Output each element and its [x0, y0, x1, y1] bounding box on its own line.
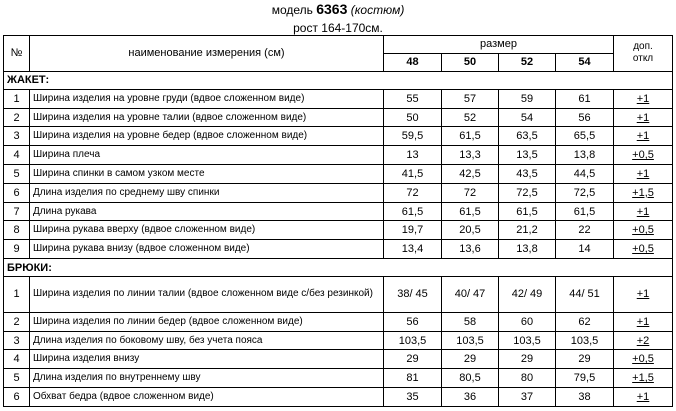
size-value: 61,5: [556, 202, 614, 221]
size-value: 44,5: [556, 165, 614, 184]
size-value: 50: [384, 108, 442, 127]
size-value: 40/ 47: [442, 276, 499, 312]
size-value: 29: [384, 350, 442, 369]
measurement-name: Длина рукава: [30, 202, 384, 221]
table-row: [4, 388, 673, 407]
size-value: 62: [556, 312, 614, 331]
tolerance-cell: [614, 89, 673, 108]
section-title: БРЮКИ:: [4, 259, 673, 277]
size-value: 59: [499, 89, 556, 108]
measurement-name: Ширина изделия по линии талии (вдвое сложенном виде с/без резинкой): [30, 276, 384, 312]
size-value: 21,2: [499, 221, 556, 240]
size-value: 42/ 49: [499, 276, 556, 312]
size-value: 44/ 51: [556, 276, 614, 312]
size-value: 13,8: [499, 240, 556, 259]
tolerance-cell: [614, 165, 673, 184]
measurement-name: Ширина рукава внизу (вдвое сложенном виде): [30, 240, 384, 259]
col-no-header: №: [4, 36, 30, 72]
tolerance-value: +1: [636, 111, 650, 124]
size-value: 13,3: [442, 146, 499, 165]
size-value: 103,5: [442, 331, 499, 350]
row-number: 3: [4, 127, 30, 146]
measurement-name: Ширина изделия по линии бедер (вдвое сложенном виде): [30, 312, 384, 331]
size-value: 61: [556, 89, 614, 108]
size-value: 65,5: [556, 127, 614, 146]
tolerance-label-1: доп.: [633, 41, 653, 53]
tolerance-cell: [614, 331, 673, 350]
tolerance-value: +0,5: [632, 149, 654, 162]
size-value: 13,6: [442, 240, 499, 259]
size-header: 54: [556, 53, 614, 71]
size-value: 52: [442, 108, 499, 127]
tolerance-value: +1: [636, 315, 650, 328]
tolerance-value: +1: [636, 391, 650, 404]
size-value: 29: [556, 350, 614, 369]
size-value: 13,5: [499, 146, 556, 165]
measurement-name: Ширина изделия на уровне бедер (вдвое сложенном виде): [30, 127, 384, 146]
size-value: 72: [442, 183, 499, 202]
size-value: 37: [499, 388, 556, 407]
size-value: 103,5: [499, 331, 556, 350]
table-row: [4, 312, 673, 331]
tolerance-cell: [614, 312, 673, 331]
measurement-name: Ширина изделия внизу: [30, 350, 384, 369]
table-row: [4, 202, 673, 221]
table-row: [4, 165, 673, 184]
size-value: 43,5: [499, 165, 556, 184]
size-value: 61,5: [442, 202, 499, 221]
size-value: 13,4: [384, 240, 442, 259]
row-number: 4: [4, 146, 30, 165]
size-value: 35: [384, 388, 442, 407]
tolerance-value: +1: [636, 167, 650, 180]
measurement-name: Ширина изделия на уровне груди (вдвое сложенном виде): [30, 89, 384, 108]
tolerance-cell: [614, 240, 673, 259]
tolerance-value: +1: [636, 92, 650, 105]
row-number: 3: [4, 331, 30, 350]
size-value: 42,5: [442, 165, 499, 184]
measurement-name: Ширина изделия на уровне талии (вдвое сложенном виде): [30, 108, 384, 127]
size-value: 29: [499, 350, 556, 369]
tolerance-cell: [614, 146, 673, 165]
model-prefix: модель: [271, 3, 313, 17]
size-value: 72: [384, 183, 442, 202]
measurement-name: Длина изделия по внутреннему шву: [30, 369, 384, 388]
size-value: 13: [384, 146, 442, 165]
col-size-header: размер: [384, 36, 614, 54]
size-value: 22: [556, 221, 614, 240]
tolerance-cell: [614, 350, 673, 369]
size-value: 79,5: [556, 369, 614, 388]
table-row: [4, 240, 673, 259]
size-value: 63,5: [499, 127, 556, 146]
size-value: 72,5: [556, 183, 614, 202]
table-row: [4, 127, 673, 146]
size-value: 58: [442, 312, 499, 331]
tolerance-cell: [614, 202, 673, 221]
size-value: 61,5: [442, 127, 499, 146]
measurement-name: Ширина спинки в самом узком месте: [30, 165, 384, 184]
tolerance-cell: [614, 108, 673, 127]
col-name-header: наименование измерения (см): [30, 36, 384, 72]
table-row: [4, 350, 673, 369]
size-value: 19,7: [384, 221, 442, 240]
tolerance-label-2: откл: [632, 53, 654, 65]
table-row: [4, 183, 673, 202]
size-value: 41,5: [384, 165, 442, 184]
size-value: 14: [556, 240, 614, 259]
tolerance-cell: [614, 183, 673, 202]
tolerance-value: +1,5: [632, 372, 654, 385]
measurement-name: Длина изделия по среднему шву спинки: [30, 183, 384, 202]
measurement-name: Ширина плеча: [30, 146, 384, 165]
row-number: 5: [4, 369, 30, 388]
tolerance-value: +1,5: [632, 186, 654, 199]
measurement-name: Длина изделия по боковому шву, без учета пояса: [30, 331, 384, 350]
tolerance-cell: [614, 221, 673, 240]
section-row: [4, 259, 673, 277]
tolerance-cell: [614, 127, 673, 146]
section-row: [4, 71, 673, 89]
table-row: [4, 146, 673, 165]
tolerance-value: +0,5: [632, 243, 654, 256]
size-value: 81: [384, 369, 442, 388]
table-row: [4, 331, 673, 350]
size-value: 103,5: [384, 331, 442, 350]
measurement-name: Обхват бедра (вдвое сложенном виде): [30, 388, 384, 407]
size-value: 54: [499, 108, 556, 127]
model-type: (костюм): [350, 3, 405, 17]
measurement-name: Ширина рукава вверху (вдвое сложенном виде): [30, 221, 384, 240]
height-label: рост 164-170см.: [293, 21, 383, 35]
row-number: 6: [4, 183, 30, 202]
row-number: 7: [4, 202, 30, 221]
row-number: 9: [4, 240, 30, 259]
tolerance-cell: [614, 369, 673, 388]
size-value: 61,5: [499, 202, 556, 221]
size-value: 80: [499, 369, 556, 388]
size-value: 59,5: [384, 127, 442, 146]
size-value: 20,5: [442, 221, 499, 240]
size-header: 48: [384, 53, 442, 71]
size-header: 52: [499, 53, 556, 71]
row-number: 2: [4, 108, 30, 127]
row-number: 4: [4, 350, 30, 369]
tolerance-value: +1: [636, 130, 650, 143]
row-number: 1: [4, 89, 30, 108]
tolerance-value: +2: [636, 334, 650, 347]
size-value: 56: [384, 312, 442, 331]
model-title: [0, 2, 676, 17]
tolerance-value: +0,5: [632, 353, 654, 366]
row-number: 6: [4, 388, 30, 407]
table-row: [4, 369, 673, 388]
size-value: 29: [442, 350, 499, 369]
size-value: 38: [556, 388, 614, 407]
tolerance-cell: [614, 276, 673, 312]
header-row: [4, 36, 673, 54]
section-title: ЖАКЕТ:: [4, 71, 673, 89]
measurements-table: [3, 35, 673, 407]
size-value: 80,5: [442, 369, 499, 388]
size-value: 61,5: [384, 202, 442, 221]
size-value: 72,5: [499, 183, 556, 202]
table-row: [4, 276, 673, 312]
row-number: 8: [4, 221, 30, 240]
size-value: 55: [384, 89, 442, 108]
col-tolerance-header: [614, 36, 673, 72]
table-row: [4, 108, 673, 127]
size-value: 103,5: [556, 331, 614, 350]
size-value: 56: [556, 108, 614, 127]
size-value: 60: [499, 312, 556, 331]
size-value: 57: [442, 89, 499, 108]
row-number: 1: [4, 276, 30, 312]
tolerance-value: +0,5: [632, 224, 654, 237]
table-row: [4, 221, 673, 240]
size-value: 38/ 45: [384, 276, 442, 312]
model-number: 6363: [316, 1, 348, 17]
tolerance-value: +1: [636, 288, 650, 301]
table-row: [4, 89, 673, 108]
tolerance-value: +1: [636, 205, 650, 218]
row-number: 5: [4, 165, 30, 184]
size-value: 36: [442, 388, 499, 407]
size-value: 13,8: [556, 146, 614, 165]
size-header: 50: [442, 53, 499, 71]
row-number: 2: [4, 312, 30, 331]
tolerance-cell: [614, 388, 673, 407]
